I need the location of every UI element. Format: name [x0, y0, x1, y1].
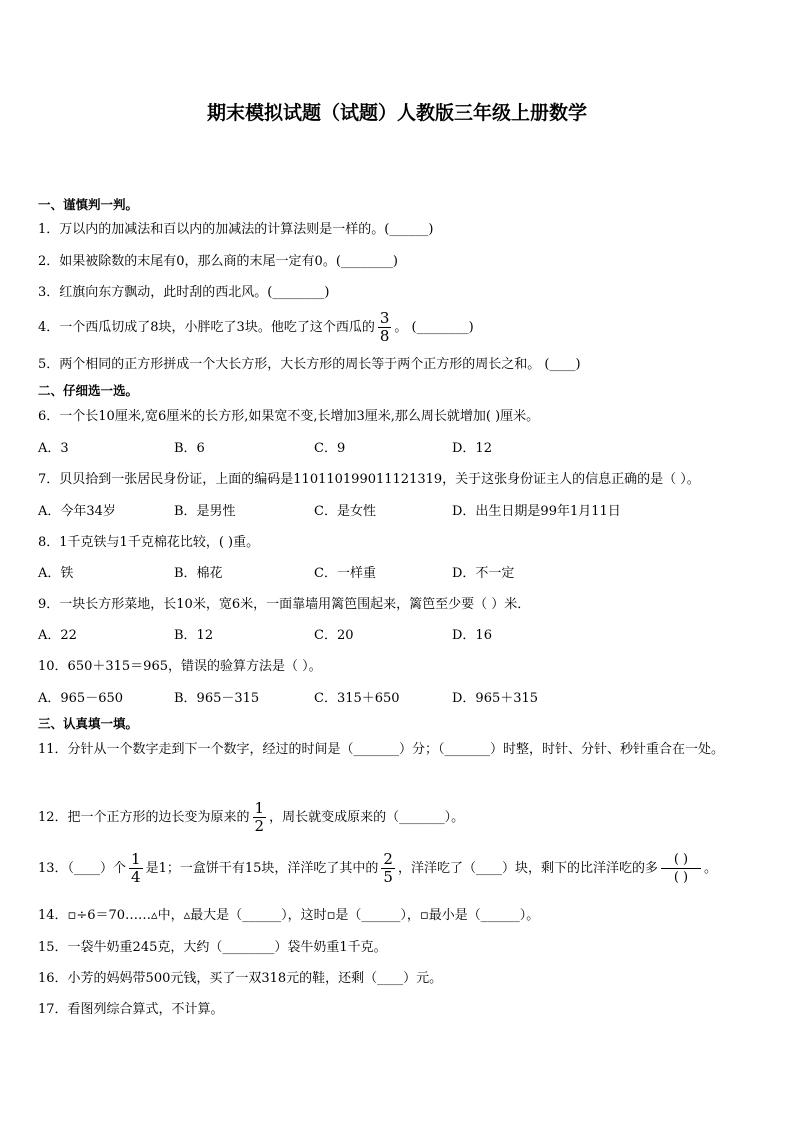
option-c[interactable]: C．9: [314, 441, 346, 456]
page-title: 期末模拟试题（试题）人教版三年级上册数学: [206, 102, 587, 124]
question-16: 16．小芳的妈妈带500元钱，买了一双318元的鞋，还剩（____）元。: [38, 971, 443, 986]
option-b[interactable]: B．965－315: [174, 691, 260, 706]
fraction-2-5: $\frac{2}{5}$: [383, 850, 393, 886]
question-15: 15．一袋牛奶重245克，大约（________）袋牛奶重1千克。: [38, 940, 387, 955]
option-c[interactable]: C．是女性: [314, 504, 376, 519]
question-11: 11．分针从一个数字走到下一个数字，经过的时间是（_______）分；（_______）时整，时针、分针、秒针重合在一处。: [38, 742, 725, 757]
question-5: 5．两个相同的正方形拼成一个大长方形，大长方形的周长等于两个正方形的周长之和。 (____): [38, 357, 581, 372]
question-17: 17．看图列综合算式，不计算。: [38, 1002, 224, 1017]
question-14: 14．▫÷6＝70……▵中，▵最大是（______），这时▫是（______），▫最小是（______）。: [38, 908, 540, 923]
question-4-answer: 。 (________): [394, 320, 474, 335]
question-13-part-b: 是1；一盒饼干有15块，洋洋吃了其中的: [145, 861, 379, 876]
question-12-answer: ，周长就变成原来的（_______）。: [269, 810, 465, 825]
question-8: 8．1千克铁与1千克棉花比较，( )重。: [38, 535, 260, 550]
question-4-text: 4．一个西瓜切成了8块，小胖吃了3块。他吃了这个西瓜的: [38, 320, 375, 335]
question-13-part-c: ，洋洋吃了（____）块，剩下的比洋洋吃的多: [397, 861, 658, 876]
option-a[interactable]: A．22: [38, 628, 77, 643]
question-6: 6．一个长10厘米,宽6厘米的长方形,如果宽不变,长增加3厘米,那么周长就增加( )厘米。: [38, 409, 540, 424]
question-1: 1．万以内的加减法和百以内的加减法的计算法则是一样的。(______): [38, 222, 434, 237]
option-d[interactable]: D．不一定: [452, 566, 515, 581]
question-12: [38, 798, 464, 838]
question-9: 9．一块长方形菜地，长10米，宽6米，一面靠墙用篱笆围起来，篱笆至少要（ ）米．: [38, 597, 531, 612]
option-a[interactable]: A．965－650: [38, 691, 124, 706]
option-b[interactable]: B．棉花: [174, 566, 223, 581]
option-d[interactable]: D．965＋315: [452, 691, 539, 706]
question-13-end: 。: [703, 861, 717, 876]
option-a[interactable]: A．3: [38, 441, 69, 456]
question-2: 2．如果被除数的末尾有0，那么商的末尾一定有0。(________): [38, 254, 398, 269]
question-13-part-a: 13．（____）个: [38, 861, 127, 876]
option-d[interactable]: D．16: [452, 628, 492, 643]
option-c[interactable]: C．315＋650: [314, 691, 400, 706]
question-13: [38, 849, 717, 889]
section-heading-1: 一、谨慎判一判。: [38, 197, 139, 212]
option-c[interactable]: C．20: [314, 628, 354, 643]
fraction-1-4: $\frac{1}{4}$: [131, 850, 141, 886]
question-4: [38, 309, 474, 347]
option-a[interactable]: A．铁: [38, 566, 74, 581]
option-d[interactable]: D．12: [452, 441, 492, 456]
option-c[interactable]: C．一样重: [314, 566, 376, 581]
option-b[interactable]: B．是男性: [174, 504, 236, 519]
question-7: 7．贝贝拾到一张居民身份证，上面的编码是110110199011121319，关于这张身份证主人的信息正确的是（ ）。: [38, 472, 700, 487]
section-heading-3: 三、认真填一填。: [38, 716, 139, 731]
option-b[interactable]: B．6: [174, 441, 205, 456]
option-a[interactable]: A．今年34岁: [38, 504, 116, 519]
fraction-3-8: $\frac{3}{8}$: [379, 309, 390, 345]
question-10: 10．650＋315＝965，错误的验算方法是（ ）。: [38, 659, 322, 674]
section-heading-2: 二、仔细选一选。: [38, 383, 139, 398]
option-b[interactable]: B．12: [174, 628, 214, 643]
question-3: 3．红旗向东方飘动，此时刮的西北风。(________): [38, 285, 330, 300]
question-12-text: 12．把一个正方形的边长变为原来的: [38, 810, 250, 825]
option-d[interactable]: D．出生日期是99年1月11日: [452, 504, 621, 519]
blank-fraction: $\frac{( )}{( )}$: [661, 851, 701, 886]
fraction-1-2: $\frac{1}{2}$: [254, 799, 265, 835]
